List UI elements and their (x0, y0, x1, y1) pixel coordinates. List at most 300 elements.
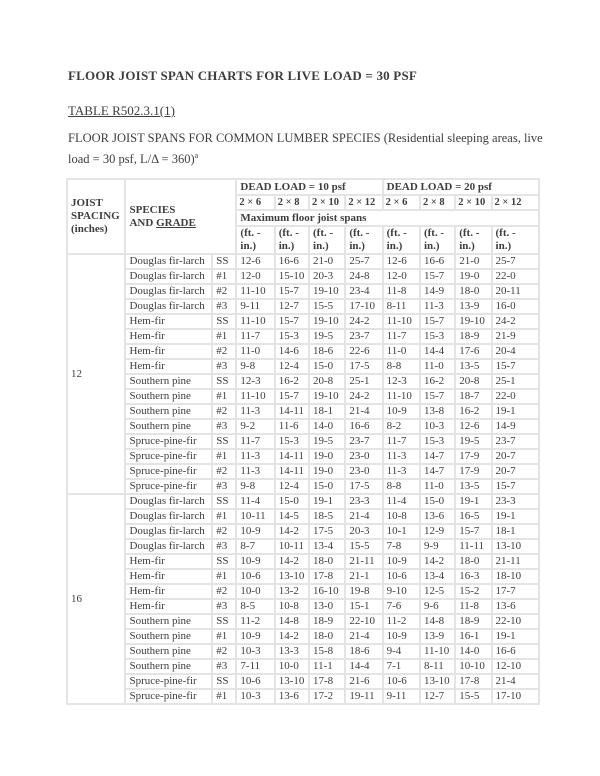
span-value-cell: 10-9 (384, 405, 419, 418)
species-cell: Douglas fir-larch (126, 255, 211, 268)
table-row (68, 450, 538, 463)
span-value-cell: 18-9 (456, 330, 490, 343)
span-value-cell: 12-0 (384, 270, 419, 283)
table-row (68, 540, 538, 553)
species-cell: Southern pine (126, 420, 211, 433)
table-row (68, 285, 538, 298)
span-value-cell: 14-4 (346, 660, 381, 673)
grade-cell: SS (213, 255, 235, 268)
table-row (68, 600, 538, 613)
grade-cell: #1 (213, 270, 235, 283)
span-value-cell: 16-1 (456, 630, 490, 643)
span-value-cell: 10-8 (276, 600, 308, 613)
span-value-cell: 15-1 (346, 600, 381, 613)
span-value-cell: 23-0 (346, 450, 381, 463)
grade-cell: #3 (213, 480, 235, 493)
span-value-cell: 11-7 (384, 435, 419, 448)
span-value-cell: 13-3 (276, 645, 308, 658)
span-value-cell: 14-9 (421, 285, 454, 298)
grade-cell: #2 (213, 345, 235, 358)
species-cell: Southern pine (126, 405, 211, 418)
table-row (68, 675, 538, 688)
grade-cell: SS (213, 435, 235, 448)
span-value-cell: 17-5 (310, 525, 344, 538)
header-dead-load-20: DEAD LOAD = 20 psf (384, 180, 538, 194)
span-value-cell: 7-1 (384, 660, 419, 673)
grade-cell: #2 (213, 585, 235, 598)
span-value-cell: 12-6 (456, 420, 490, 433)
joist-span-table (66, 178, 540, 705)
span-value-cell: 18-0 (310, 555, 344, 568)
span-value-cell: 15-5 (310, 300, 344, 313)
unit-line: (ft. - (386, 227, 407, 239)
span-value-cell: 16-2 (421, 375, 454, 388)
span-value-cell: 15-0 (421, 495, 454, 508)
span-value-cell: 18-6 (310, 345, 344, 358)
header-size: 2 × 6 (384, 196, 419, 209)
table-row (68, 525, 538, 538)
grade-cell: #1 (213, 690, 235, 703)
span-value-cell: 11-4 (384, 495, 419, 508)
span-value-cell: 13-10 (493, 540, 538, 553)
grade-label: GRADE (156, 216, 196, 229)
span-value-cell: 11-7 (237, 435, 273, 448)
joist-spacing-label-line: SPACING (71, 210, 120, 222)
span-value-cell: 15-3 (276, 330, 308, 343)
table-row (68, 255, 538, 268)
unit-line: in.) (240, 240, 257, 252)
species-cell: Hem-fir (126, 345, 211, 358)
span-value-cell: 17-8 (310, 675, 344, 688)
span-value-cell: 17-10 (493, 690, 538, 703)
table-row (68, 555, 538, 568)
span-value-cell: 18-9 (456, 615, 490, 628)
species-cell: Spruce-pine-fir (126, 435, 211, 448)
header-species-grade (126, 180, 235, 253)
span-value-cell: 13-6 (276, 690, 308, 703)
span-value-cell: 12-6 (237, 255, 273, 268)
species-cell: Douglas fir-larch (126, 495, 211, 508)
span-value-cell: 20-11 (493, 285, 538, 298)
grade-cell: #1 (213, 570, 235, 583)
span-value-cell: 13-4 (421, 570, 454, 583)
span-value-cell: 11-2 (384, 615, 419, 628)
span-value-cell: 11-6 (276, 420, 308, 433)
table-caption (68, 129, 543, 168)
span-value-cell: 16-3 (456, 570, 490, 583)
span-value-cell: 15-7 (421, 270, 454, 283)
span-value-cell: 11-8 (456, 600, 490, 613)
span-value-cell: 17-5 (346, 360, 381, 373)
span-value-cell: 20-7 (493, 465, 538, 478)
span-value-cell: 20-8 (456, 375, 490, 388)
species-cell: Southern pine (126, 660, 211, 673)
span-value-cell: 11-0 (421, 360, 454, 373)
span-value-cell: 19-1 (493, 405, 538, 418)
span-value-cell: 14-0 (456, 645, 490, 658)
species-cell: Hem-fir (126, 600, 211, 613)
span-value-cell: 19-11 (346, 690, 381, 703)
span-value-cell: 14-2 (276, 555, 308, 568)
span-value-cell: 11-0 (384, 345, 419, 358)
species-cell: Southern pine (126, 630, 211, 643)
header-joist-spacing (68, 180, 124, 253)
span-value-cell: 21-4 (493, 675, 538, 688)
span-value-cell: 21-11 (493, 555, 538, 568)
table-row (68, 660, 538, 673)
span-value-cell: 19-1 (493, 510, 538, 523)
span-value-cell: 19-10 (456, 315, 490, 328)
span-value-cell: 22-10 (346, 615, 381, 628)
joist-spacing-label-line: JOIST (71, 197, 103, 209)
species-cell: Southern pine (126, 645, 211, 658)
span-value-cell: 24-2 (346, 390, 381, 403)
span-value-cell: 19-8 (346, 585, 381, 598)
span-value-cell: 18-0 (456, 285, 490, 298)
span-value-cell: 23-3 (346, 495, 381, 508)
span-value-cell: 17-9 (456, 465, 490, 478)
unit-line: (ft. - (240, 227, 261, 239)
header-size: 2 × 8 (421, 196, 454, 209)
span-value-cell: 17-6 (456, 345, 490, 358)
grade-cell: SS (213, 375, 235, 388)
span-value-cell: 11-10 (421, 645, 454, 658)
span-value-cell: 9-11 (237, 300, 273, 313)
span-value-cell: 18-6 (346, 645, 381, 658)
span-value-cell: 19-1 (310, 495, 344, 508)
species-cell: Hem-fir (126, 570, 211, 583)
span-value-cell: 19-5 (310, 330, 344, 343)
span-value-cell: 19-10 (310, 285, 344, 298)
span-value-cell: 16-6 (276, 255, 308, 268)
span-value-cell: 13-9 (456, 300, 490, 313)
span-value-cell: 17-9 (456, 450, 490, 463)
span-value-cell: 14-0 (310, 420, 344, 433)
span-value-cell: 23-7 (346, 330, 381, 343)
grade-cell: #2 (213, 465, 235, 478)
header-unit (421, 227, 454, 253)
span-value-cell: 16-5 (456, 510, 490, 523)
span-value-cell: 14-8 (421, 615, 454, 628)
unit-line: in.) (495, 240, 512, 252)
header-size: 2 × 10 (310, 196, 344, 209)
grade-cell: SS (213, 495, 235, 508)
span-value-cell: 11-3 (237, 405, 273, 418)
species-cell: Hem-fir (126, 555, 211, 568)
grade-cell: SS (213, 615, 235, 628)
table-row (68, 690, 538, 703)
header-unit (456, 227, 490, 253)
span-value-cell: 15-7 (493, 360, 538, 373)
span-value-cell: 15-3 (421, 435, 454, 448)
header-dead-load-10: DEAD LOAD = 10 psf (237, 180, 381, 194)
table-row (68, 480, 538, 493)
span-value-cell: 19-5 (456, 435, 490, 448)
unit-line: in.) (278, 240, 295, 252)
span-value-cell: 18-0 (310, 630, 344, 643)
span-value-cell: 11-8 (384, 285, 419, 298)
span-value-cell: 12-4 (276, 360, 308, 373)
table-row (68, 495, 538, 508)
grade-cell: #2 (213, 525, 235, 538)
span-value-cell: 15-10 (276, 270, 308, 283)
grade-cell: #3 (213, 600, 235, 613)
span-value-cell: 23-0 (346, 465, 381, 478)
span-value-cell: 10-6 (237, 675, 273, 688)
span-value-cell: 15-7 (493, 480, 538, 493)
unit-line: in.) (459, 240, 475, 252)
species-cell: Spruce-pine-fir (126, 450, 211, 463)
unit-line: in.) (313, 240, 329, 252)
span-value-cell: 18-1 (493, 525, 538, 538)
grade-cell: #1 (213, 510, 235, 523)
span-value-cell: 10-0 (276, 660, 308, 673)
table-row (68, 630, 538, 643)
span-value-cell: 13-10 (421, 675, 454, 688)
span-value-cell: 23-4 (346, 285, 381, 298)
span-value-cell: 10-0 (237, 585, 273, 598)
span-value-cell: 16-6 (346, 420, 381, 433)
span-value-cell: 21-4 (346, 510, 381, 523)
span-value-cell: 7-8 (384, 540, 419, 553)
span-value-cell: 19-10 (310, 315, 344, 328)
span-value-cell: 20-8 (310, 375, 344, 388)
span-value-cell: 9-2 (237, 420, 273, 433)
caption-line-1: FLOOR JOIST SPANS FOR COMMON LUMBER SPECIES (Residential sleeping areas, live (68, 131, 543, 145)
span-value-cell: 19-5 (310, 435, 344, 448)
header-unit (310, 227, 344, 253)
span-value-cell: 17-7 (493, 585, 538, 598)
span-value-cell: 11-3 (237, 465, 273, 478)
span-value-cell: 15-7 (276, 315, 308, 328)
span-value-cell: 8-11 (421, 660, 454, 673)
span-value-cell: 13-9 (421, 630, 454, 643)
species-cell: Hem-fir (126, 330, 211, 343)
span-value-cell: 10-3 (237, 645, 273, 658)
table-row (68, 315, 538, 328)
span-value-cell: 7-6 (384, 600, 419, 613)
span-value-cell: 14-2 (421, 555, 454, 568)
span-value-cell: 16-2 (456, 405, 490, 418)
span-value-cell: 16-6 (421, 255, 454, 268)
span-value-cell: 17-8 (456, 675, 490, 688)
span-value-cell: 18-9 (310, 615, 344, 628)
span-value-cell: 16-2 (276, 375, 308, 388)
species-cell: Hem-fir (126, 585, 211, 598)
grade-cell: #3 (213, 540, 235, 553)
table-row (68, 390, 538, 403)
span-value-cell: 23-7 (346, 435, 381, 448)
span-value-cell: 15-5 (346, 540, 381, 553)
table-row (68, 510, 538, 523)
span-value-cell: 23-7 (493, 435, 538, 448)
span-value-cell: 22-0 (493, 270, 538, 283)
grade-cell: #3 (213, 660, 235, 673)
span-value-cell: 16-0 (493, 300, 538, 313)
species-cell: Southern pine (126, 615, 211, 628)
span-value-cell: 15-2 (456, 585, 490, 598)
span-value-cell: 13-6 (421, 510, 454, 523)
span-value-cell: 10-9 (384, 630, 419, 643)
span-value-cell: 15-7 (276, 390, 308, 403)
span-value-cell: 10-6 (237, 570, 273, 583)
span-value-cell: 11-10 (237, 315, 273, 328)
span-value-cell: 13-5 (456, 360, 490, 373)
span-value-cell: 20-3 (310, 270, 344, 283)
span-value-cell: 11-2 (237, 615, 273, 628)
span-value-cell: 14-8 (276, 615, 308, 628)
span-value-cell: 7-11 (237, 660, 273, 673)
span-value-cell: 20-4 (493, 345, 538, 358)
span-value-cell: 19-0 (456, 270, 490, 283)
species-cell: Spruce-pine-fir (126, 480, 211, 493)
span-value-cell: 11-3 (421, 300, 454, 313)
span-value-cell: 11-0 (237, 345, 273, 358)
span-value-cell: 12-3 (384, 375, 419, 388)
grade-cell: SS (213, 555, 235, 568)
species-cell: Southern pine (126, 375, 211, 388)
span-value-cell: 19-10 (310, 390, 344, 403)
table-reference: TABLE R502.3.1(1) (68, 103, 175, 118)
span-value-cell: 11-10 (384, 390, 419, 403)
span-value-cell: 8-8 (384, 360, 419, 373)
species-cell: Douglas fir-larch (126, 540, 211, 553)
header-max-span: Maximum floor joist spans (237, 211, 538, 225)
span-value-cell: 24-8 (346, 270, 381, 283)
span-value-cell: 13-0 (310, 600, 344, 613)
span-value-cell: 21-6 (346, 675, 381, 688)
span-value-cell: 10-6 (384, 675, 419, 688)
header-row-dead-load (68, 180, 538, 194)
span-value-cell: 12-9 (421, 525, 454, 538)
span-value-cell: 21-11 (346, 555, 381, 568)
span-value-cell: 8-5 (237, 600, 273, 613)
span-value-cell: 15-0 (310, 480, 344, 493)
span-value-cell: 11-7 (384, 330, 419, 343)
span-value-cell: 17-5 (346, 480, 381, 493)
span-value-cell: 15-7 (456, 525, 490, 538)
span-value-cell: 15-7 (276, 285, 308, 298)
span-value-cell: 11-3 (384, 465, 419, 478)
span-value-cell: 10-9 (384, 555, 419, 568)
header-size: 2 × 10 (456, 196, 490, 209)
span-value-cell: 15-8 (310, 645, 344, 658)
grade-cell: #1 (213, 330, 235, 343)
span-value-cell: 9-10 (384, 585, 419, 598)
span-value-cell: 17-8 (310, 570, 344, 583)
span-value-cell: 15-0 (276, 495, 308, 508)
span-value-cell: 13-2 (276, 585, 308, 598)
span-value-cell: 18-10 (493, 570, 538, 583)
header-unit (237, 227, 273, 253)
grade-cell: #1 (213, 390, 235, 403)
header-unit (276, 227, 308, 253)
span-value-cell: 22-0 (493, 390, 538, 403)
caption-line-2: load = 30 psf, L/Δ = 360) (68, 152, 195, 167)
grade-cell: #2 (213, 405, 235, 418)
table-row (68, 360, 538, 373)
footnote-marker: a (194, 151, 199, 160)
span-value-cell: 16-10 (310, 585, 344, 598)
header-size: 2 × 12 (346, 196, 381, 209)
span-value-cell: 9-8 (237, 360, 273, 373)
species-cell: Hem-fir (126, 360, 211, 373)
unit-line: (ft. - (349, 227, 370, 239)
header-unit (493, 227, 538, 253)
span-value-cell: 11-4 (237, 495, 273, 508)
span-value-cell: 13-4 (310, 540, 344, 553)
unit-line: in.) (349, 240, 365, 252)
joist-spacing-cell: 16 (68, 495, 124, 703)
table-row (68, 585, 538, 598)
span-value-cell: 18-1 (310, 405, 344, 418)
span-value-cell: 14-5 (276, 510, 308, 523)
table-row (68, 405, 538, 418)
unit-line: (ft. - (495, 227, 516, 239)
span-value-cell: 14-7 (421, 450, 454, 463)
span-value-cell: 14-11 (276, 465, 308, 478)
and-label: AND (129, 216, 157, 229)
unit-line: (ft. - (459, 227, 480, 239)
span-value-cell: 14-11 (276, 450, 308, 463)
span-value-cell: 8-11 (384, 300, 419, 313)
span-value-cell: 14-7 (421, 465, 454, 478)
species-cell: Spruce-pine-fir (126, 465, 211, 478)
span-value-cell: 25-1 (346, 375, 381, 388)
span-value-cell: 21-0 (456, 255, 490, 268)
span-value-cell: 10-6 (384, 570, 419, 583)
table-row (68, 420, 538, 433)
span-value-cell: 13-10 (276, 570, 308, 583)
span-value-cell: 10-1 (384, 525, 419, 538)
span-value-cell: 12-0 (237, 270, 273, 283)
span-value-cell: 21-9 (493, 330, 538, 343)
grade-cell: #3 (213, 360, 235, 373)
header-size: 2 × 6 (237, 196, 273, 209)
span-value-cell: 10-9 (237, 525, 273, 538)
span-value-cell: 11-3 (237, 450, 273, 463)
table-row (68, 330, 538, 343)
span-value-cell: 19-0 (310, 450, 344, 463)
span-value-cell: 12-3 (237, 375, 273, 388)
span-value-cell: 13-10 (276, 675, 308, 688)
span-value-cell: 13-5 (456, 480, 490, 493)
unit-line: in.) (423, 240, 440, 252)
span-value-cell: 19-0 (310, 465, 344, 478)
species-cell: Douglas fir-larch (126, 510, 211, 523)
span-value-cell: 16-6 (493, 645, 538, 658)
span-value-cell: 11-7 (237, 330, 273, 343)
span-value-cell: 9-9 (421, 540, 454, 553)
span-value-cell: 10-9 (237, 555, 273, 568)
species-cell: Hem-fir (126, 315, 211, 328)
span-value-cell: 11-3 (384, 450, 419, 463)
span-value-cell: 10-10 (456, 660, 490, 673)
species-cell: Douglas fir-larch (126, 270, 211, 283)
page-title: FLOOR JOIST SPAN CHARTS FOR LIVE LOAD = 30 PSF (68, 68, 418, 83)
span-value-cell: 14-2 (276, 630, 308, 643)
unit-line: (ft. - (278, 227, 299, 239)
table-body (68, 255, 538, 703)
span-value-cell: 25-1 (493, 375, 538, 388)
span-value-cell: 9-6 (421, 600, 454, 613)
span-value-cell: 10-9 (237, 630, 273, 643)
span-value-cell: 8-7 (237, 540, 273, 553)
span-value-cell: 11-1 (310, 660, 344, 673)
table-row (68, 570, 538, 583)
header-size: 2 × 12 (493, 196, 538, 209)
span-value-cell: 8-8 (384, 480, 419, 493)
